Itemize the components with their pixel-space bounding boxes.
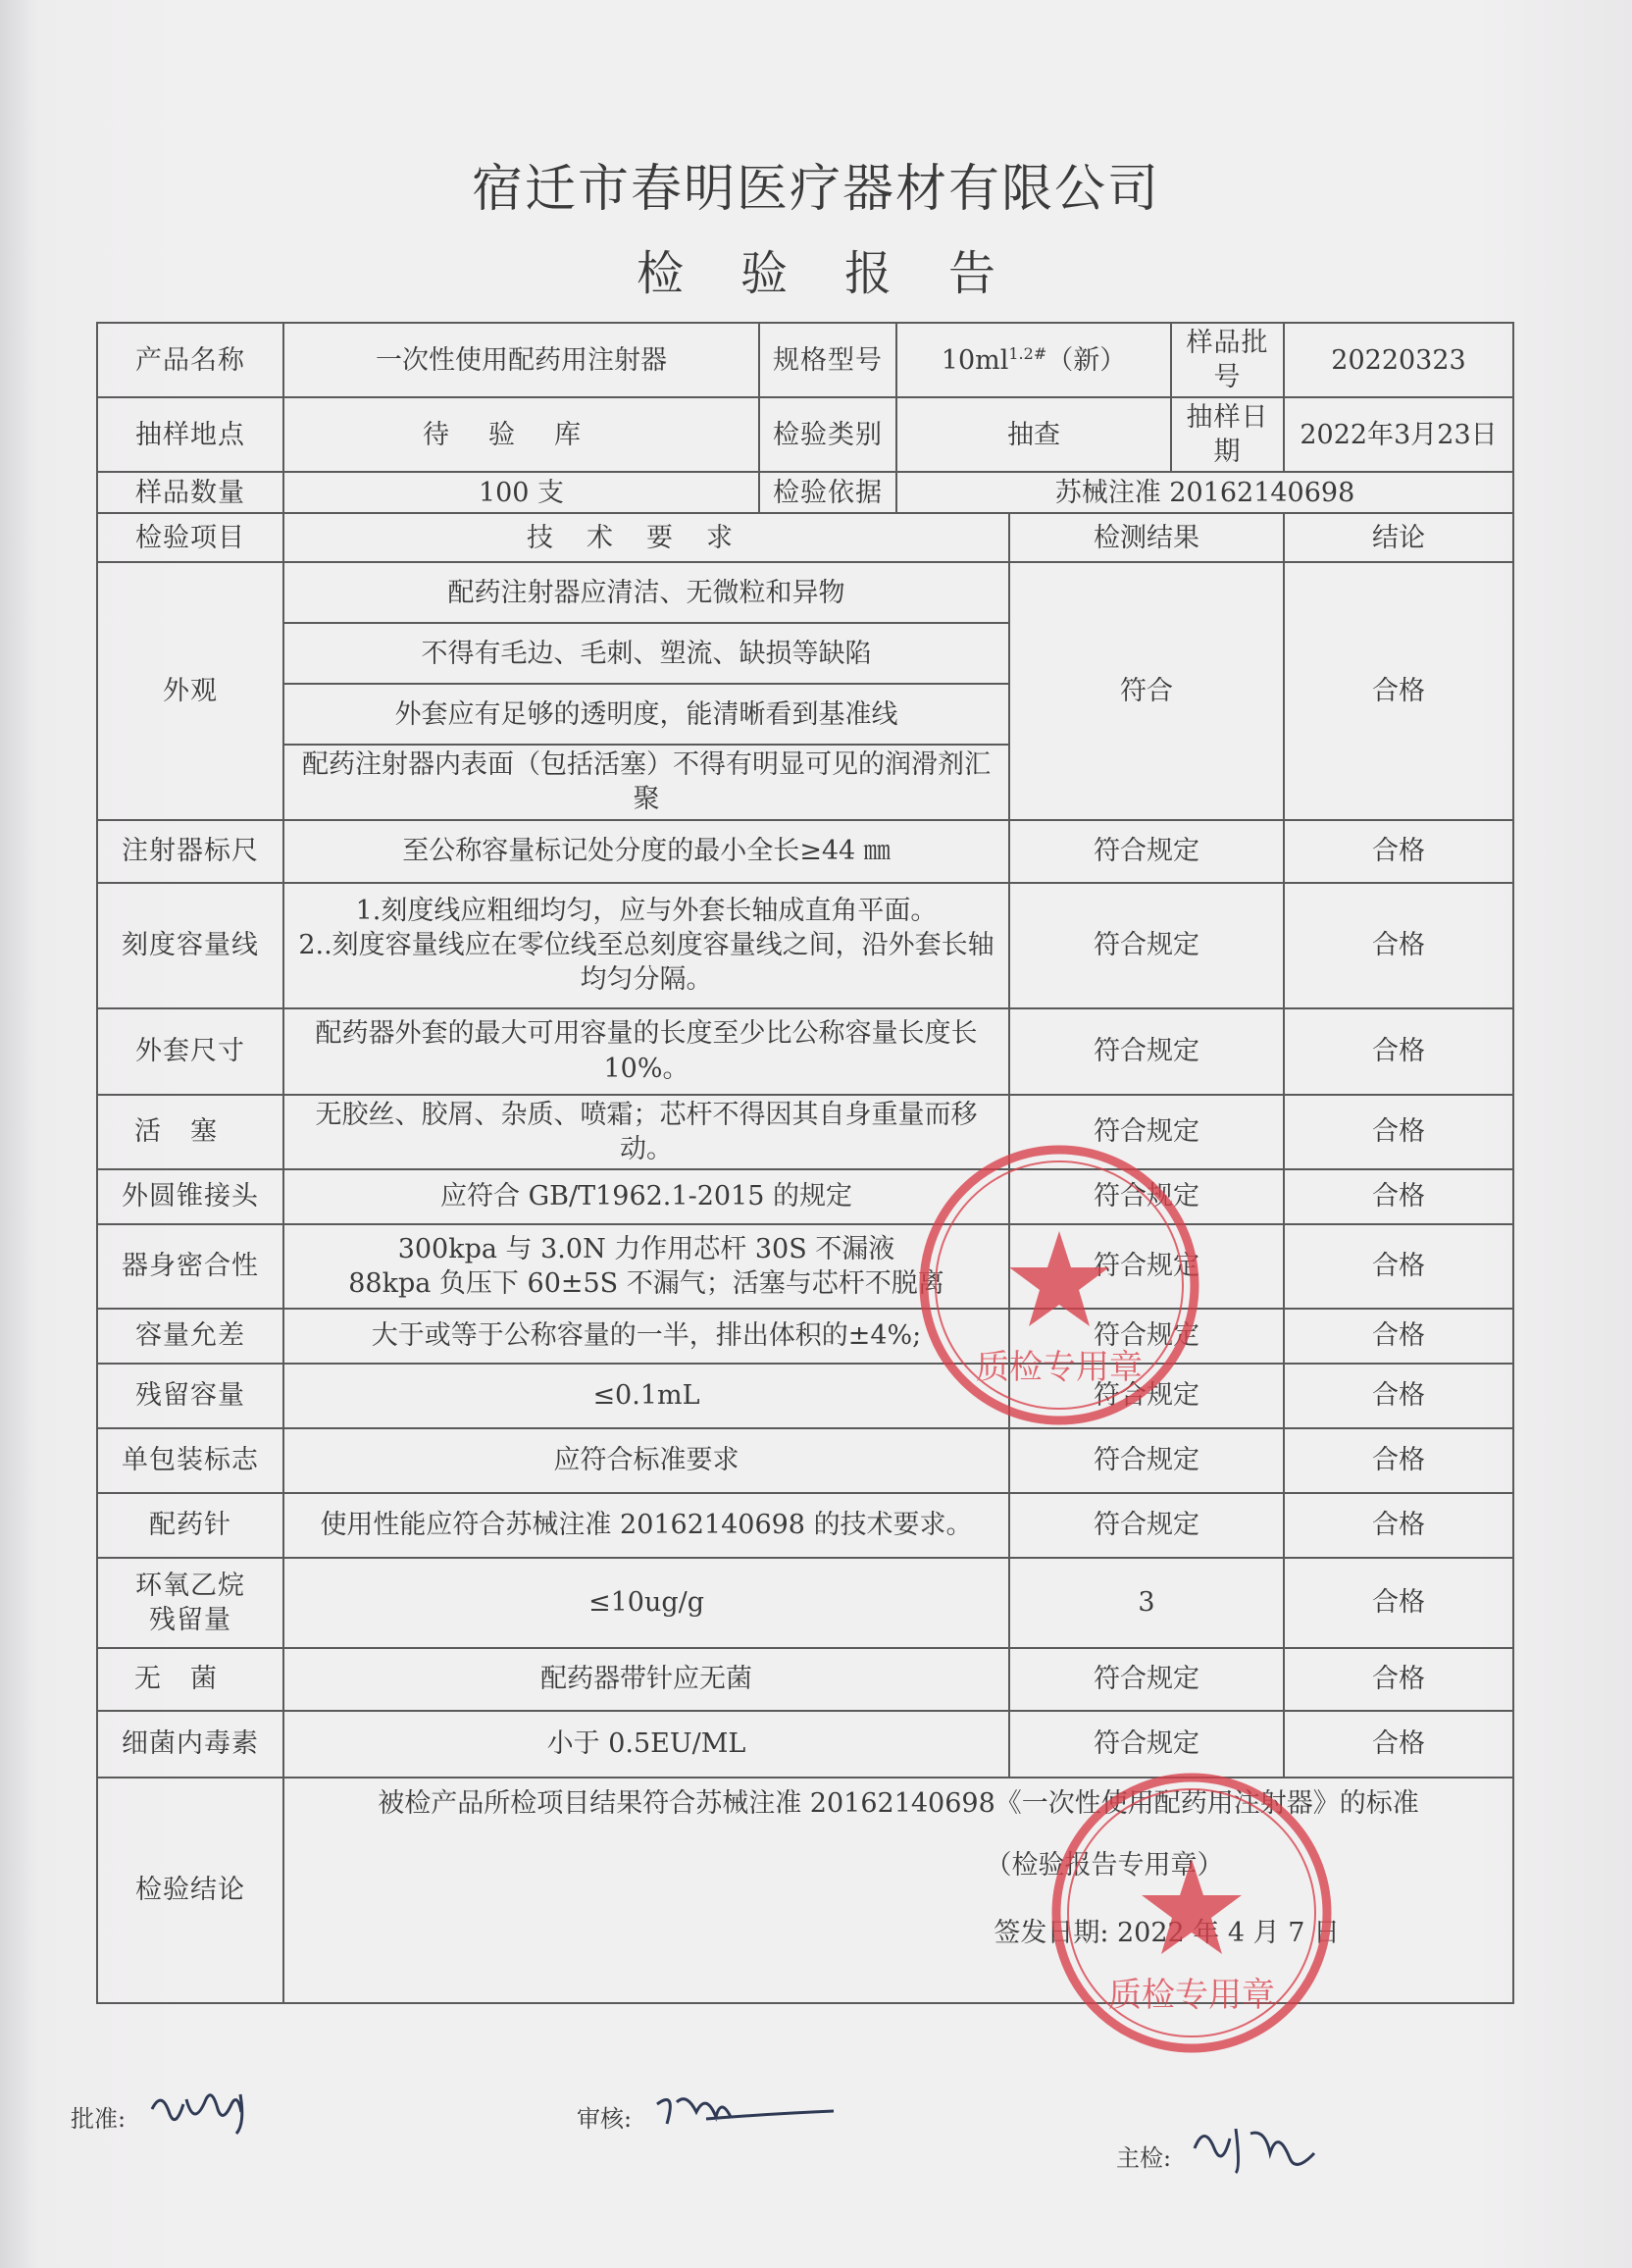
sample-qty-label: 样品数量 (97, 472, 283, 513)
appearance-item: 外观 (97, 562, 283, 819)
row-requirement: 应符合标准要求 (283, 1428, 1009, 1493)
col-header-requirement: 技术要求 (283, 513, 1009, 562)
svg-text:质检专用章: 质检专用章 (976, 1348, 1143, 1387)
row-requirement: ≤0.1mL (283, 1364, 1009, 1428)
spec-label: 规格型号 (759, 323, 896, 397)
row-requirement: 应符合 GB/T1962.1-2015 的规定 (283, 1169, 1009, 1224)
row-result: 符合规定 (1009, 1008, 1284, 1095)
row-requirement: 使用性能应符合苏械注准 20162140698 的技术要求。 (283, 1493, 1009, 1558)
star-icon (1009, 1231, 1109, 1326)
conclusion-label: 检验结论 (97, 1778, 283, 2003)
row-requirement: 300kpa 与 3.0N 力作用芯杆 30S 不漏液 88kpa 负压下 60±5S 不漏气；活塞与芯杆不脱离 (283, 1224, 1009, 1309)
seal-note: （检验报告专用章） (985, 1849, 1224, 1881)
row-result: 符合规定 (1009, 1224, 1284, 1309)
row-item: 配药针 (97, 1493, 283, 1558)
appearance-result: 符合 (1009, 562, 1284, 819)
appearance-req-2: 不得有毛边、毛刺、塑流、缺损等缺陷 (283, 623, 1009, 684)
row-requirement: ≤10ug/g (283, 1558, 1009, 1648)
col-header-result: 检测结果 (1009, 513, 1284, 562)
row-item: 活塞 (97, 1095, 283, 1169)
issue-date: 签发日期: 2022 年 4 月 7 日 (994, 1917, 1340, 1948)
row-requirement: 配药器带针应无菌 (283, 1648, 1009, 1711)
basis-label: 检验依据 (759, 472, 896, 513)
review-label: 审核: (577, 2105, 633, 2133)
row-item: 注射器标尺 (97, 820, 283, 883)
review-signature (647, 2075, 843, 2134)
row-conclusion: 合格 (1284, 1428, 1513, 1493)
report-title: 检验报告 (636, 246, 1052, 301)
star-icon (1142, 1859, 1242, 1954)
row-result: 符合规定 (1009, 1428, 1284, 1493)
row-conclusion: 合格 (1284, 1008, 1513, 1095)
inspection-basis: 苏械注准 20162140698 (896, 472, 1513, 513)
row-requirement: 大于或等于公称容量的一半，排出体积的±4%; (283, 1309, 1009, 1364)
row-conclusion: 合格 (1284, 1648, 1513, 1711)
sampling-date: 2022年3月23日 (1284, 397, 1513, 472)
sample-qty: 100 支 (283, 472, 759, 513)
inspector-signature (1187, 2109, 1324, 2178)
row-conclusion: 合格 (1284, 1309, 1513, 1364)
row-conclusion: 合格 (1284, 1095, 1513, 1169)
svg-text:质检专用章: 质检专用章 (1108, 1976, 1275, 2015)
row-item: 细菌内毒素 (97, 1711, 283, 1778)
row-result: 符合规定 (1009, 1711, 1284, 1778)
row-conclusion: 合格 (1284, 1169, 1513, 1224)
appearance-req-1: 配药注射器应清洁、无微粒和异物 (283, 562, 1009, 623)
company-name: 宿迁市春明医疗器材有限公司 (471, 160, 1160, 219)
row-conclusion: 合格 (1284, 1364, 1513, 1428)
appearance-req-4: 配药注射器内表面（包括活塞）不得有明显可见的润滑剂汇聚 (283, 745, 1009, 819)
inspection-table (96, 322, 1514, 2004)
inspection-stamp-2 (1045, 1766, 1339, 2060)
row-requirement: 无胶丝、胶屑、杂质、喷霜；芯杆不得因其自身重量而移动。 (283, 1095, 1009, 1169)
row-conclusion: 合格 (1284, 1493, 1513, 1558)
row-item: 器身密合性 (97, 1224, 283, 1309)
row-conclusion: 合格 (1284, 1224, 1513, 1309)
row-item: 外套尺寸 (97, 1008, 283, 1095)
row-item: 刻度容量线 (97, 883, 283, 1008)
col-header-conclusion: 结论 (1284, 513, 1513, 562)
sampling-site: 待验库 (283, 397, 759, 472)
product-name: 一次性使用配药用注射器 (283, 323, 759, 397)
row-result: 符合规定 (1009, 1309, 1284, 1364)
spec-value: $10ml^{1.2\#}$（新） (896, 323, 1171, 397)
appearance-req-3: 外套应有足够的透明度，能清晰看到基准线 (283, 684, 1009, 745)
row-requirement: 1.刻度线应粗细均匀，应与外套长轴成直角平面。 2..刻度容量线应在零位线至总刻度容量线之间，沿外套长轴均匀分隔。 (283, 883, 1009, 1008)
row-result: 符合规定 (1009, 820, 1284, 883)
row-requirement: 小于 0.5EU/ML (283, 1711, 1009, 1778)
appearance-conclusion: 合格 (1284, 562, 1513, 819)
col-header-item: 检验项目 (97, 513, 283, 562)
row-item: 外圆锥接头 (97, 1169, 283, 1224)
row-result: 符合规定 (1009, 1493, 1284, 1558)
batch-label: 样品批号 (1171, 323, 1284, 397)
approve-signature (147, 2080, 275, 2139)
inspection-type: 抽查 (896, 397, 1171, 472)
inspection-stamp-1 (912, 1138, 1206, 1432)
row-result: 符合规定 (1009, 1169, 1284, 1224)
product-name-label: 产品名称 (97, 323, 283, 397)
row-requirement: 配药器外套的最大可用容量的长度至少比公称容量长度长10%。 (283, 1008, 1009, 1095)
row-result: 符合规定 (1009, 883, 1284, 1008)
row-item: 环氧乙烷 残留量 (97, 1558, 283, 1648)
row-conclusion: 合格 (1284, 820, 1513, 883)
row-item: 残留容量 (97, 1364, 283, 1428)
row-result: 3 (1009, 1558, 1284, 1648)
row-result: 符合规定 (1009, 1648, 1284, 1711)
row-result: 符合规定 (1009, 1364, 1284, 1428)
inspector-label: 主检: (1116, 2144, 1172, 2172)
row-conclusion: 合格 (1284, 883, 1513, 1008)
approve-label: 批准: (71, 2105, 127, 2133)
row-item: 单包装标志 (97, 1428, 283, 1493)
row-item: 无菌 (97, 1648, 283, 1711)
row-result: 符合规定 (1009, 1095, 1284, 1169)
row-requirement: 至公称容量标记处分度的最小全长≥44 ㎜ (283, 820, 1009, 883)
inspection-type-label: 检验类别 (759, 397, 896, 472)
conclusion-text: 被检产品所检项目结果符合苏械注准 20162140698《一次性使用配药用注射器》的标准 (378, 1787, 1419, 1819)
batch-number: 20220323 (1284, 323, 1513, 397)
row-conclusion: 合格 (1284, 1558, 1513, 1648)
sampling-site-label: 抽样地点 (97, 397, 283, 472)
sampling-date-label: 抽样日期 (1171, 397, 1284, 472)
row-item: 容量允差 (97, 1309, 283, 1364)
row-conclusion: 合格 (1284, 1711, 1513, 1778)
